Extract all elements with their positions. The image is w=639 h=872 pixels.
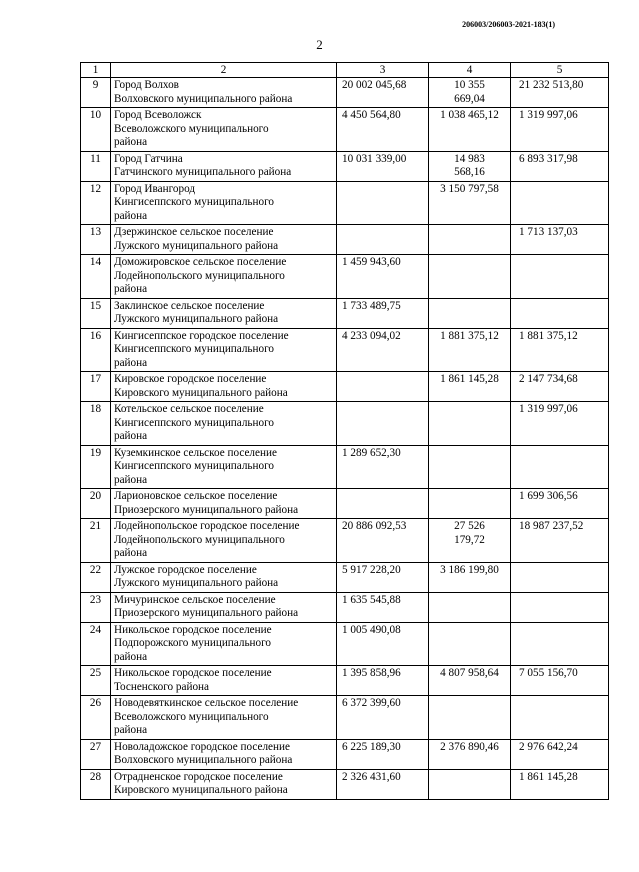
amount-col5 bbox=[511, 298, 609, 328]
municipality-name bbox=[111, 519, 337, 563]
amount-col3: 6 225 189,30 bbox=[337, 739, 429, 769]
municipality-name bbox=[111, 225, 337, 255]
amount-col3 bbox=[337, 372, 429, 402]
amount-col3: 20 002 045,68 bbox=[337, 78, 429, 108]
allocation-table bbox=[80, 62, 609, 800]
municipality-name-line: района bbox=[114, 430, 148, 442]
row-number: 15 bbox=[81, 298, 111, 328]
row-number: 25 bbox=[81, 666, 111, 696]
amount-col4 bbox=[429, 769, 511, 799]
municipality-name-line: Кингисеппское городское поселение bbox=[114, 329, 289, 342]
amount-col5: 7 055 156,70 bbox=[511, 666, 609, 696]
municipality-name-line: района bbox=[114, 547, 148, 559]
amount-col3: 1 459 943,60 bbox=[337, 255, 429, 299]
table-row bbox=[81, 739, 609, 769]
amount-col3 bbox=[337, 402, 429, 446]
municipality-name bbox=[111, 402, 337, 446]
municipality-name bbox=[111, 372, 337, 402]
row-number: 11 bbox=[81, 151, 111, 181]
table-row bbox=[81, 372, 609, 402]
table-row bbox=[81, 225, 609, 255]
municipality-name-line: Новодевяткинское сельское поселение bbox=[114, 697, 299, 709]
amount-col5: 1 713 137,03 bbox=[511, 225, 609, 255]
row-number: 22 bbox=[81, 562, 111, 592]
table-row bbox=[81, 562, 609, 592]
amount-col3: 20 886 092,53 bbox=[337, 519, 429, 563]
amount-col4 bbox=[429, 181, 511, 225]
table-row bbox=[81, 666, 609, 696]
amount-col5 bbox=[511, 696, 609, 740]
row-number: 12 bbox=[81, 181, 111, 225]
column-header: 1 bbox=[81, 63, 111, 78]
amount-col4 bbox=[429, 255, 511, 299]
table-row bbox=[81, 592, 609, 622]
municipality-name-line: Волховского муниципального района bbox=[114, 92, 293, 105]
municipality-name bbox=[111, 445, 337, 489]
row-number: 27 bbox=[81, 739, 111, 769]
municipality-name bbox=[111, 255, 337, 299]
amount-col3: 1 005 490,08 bbox=[337, 622, 429, 666]
municipality-name bbox=[111, 78, 337, 108]
amount-col4 bbox=[429, 489, 511, 519]
amount-col4-line: 568,16 bbox=[454, 166, 485, 178]
municipality-name-line: Лодейнопольского муниципального bbox=[114, 269, 285, 282]
municipality-name-line: Кингисеппского муниципального bbox=[114, 343, 275, 355]
municipality-name-line: Кингисеппского муниципального bbox=[114, 196, 275, 208]
amount-col4 bbox=[429, 592, 511, 622]
amount-col3: 1 395 858,96 bbox=[337, 666, 429, 696]
table-row bbox=[81, 78, 609, 108]
municipality-name-line: Тосненского района bbox=[114, 680, 209, 693]
amount-col4-line: 1 861 145,28 bbox=[440, 373, 499, 385]
amount-col5 bbox=[511, 181, 609, 225]
amount-col4 bbox=[429, 739, 511, 769]
row-number: 13 bbox=[81, 225, 111, 255]
municipality-name-line: Куземкинское сельское поселение bbox=[114, 446, 277, 459]
municipality-name-line: Город Всеволожск bbox=[114, 109, 202, 121]
row-number: 20 bbox=[81, 489, 111, 519]
amount-col3: 1 635 545,88 bbox=[337, 592, 429, 622]
municipality-name-line: района bbox=[114, 356, 148, 369]
amount-col4 bbox=[429, 562, 511, 592]
amount-col5: 2 147 734,68 bbox=[511, 372, 609, 402]
municipality-name bbox=[111, 562, 337, 592]
amount-col5 bbox=[511, 445, 609, 489]
table-row bbox=[81, 151, 609, 181]
municipality-name-line: Волховского муниципального района bbox=[114, 754, 293, 766]
municipality-name-line: Лодейнопольское городское поселение bbox=[114, 520, 300, 532]
table-row bbox=[81, 298, 609, 328]
amount-col3 bbox=[337, 225, 429, 255]
row-number: 19 bbox=[81, 445, 111, 489]
municipality-name-line: Кировского муниципального района bbox=[114, 784, 288, 796]
row-number: 16 bbox=[81, 328, 111, 372]
municipality-name bbox=[111, 181, 337, 225]
municipality-name-line: Лодейнопольского муниципального bbox=[114, 533, 285, 546]
amount-col5 bbox=[511, 622, 609, 666]
amount-col4 bbox=[429, 108, 511, 152]
municipality-name-line: Дзержинское сельское поселение bbox=[114, 226, 274, 238]
table-row bbox=[81, 255, 609, 299]
municipality-name-line: Отрадненское городское поселение bbox=[114, 770, 283, 783]
municipality-name-line: Гатчинского муниципального района bbox=[114, 166, 292, 178]
document-id: 206003/206003-2021-183(1) bbox=[462, 20, 555, 29]
amount-col3: 6 372 399,60 bbox=[337, 696, 429, 740]
municipality-name-line: Заклинское сельское поселение bbox=[114, 299, 265, 312]
municipality-name bbox=[111, 769, 337, 799]
amount-col4-line: 10 355 bbox=[454, 79, 485, 91]
municipality-name-line: района bbox=[114, 283, 148, 295]
amount-col5: 2 976 642,24 bbox=[511, 739, 609, 769]
amount-col5 bbox=[511, 562, 609, 592]
amount-col4 bbox=[429, 78, 511, 108]
amount-col5: 18 987 237,52 bbox=[511, 519, 609, 563]
table-row bbox=[81, 445, 609, 489]
municipality-name-line: Приозерского муниципального района bbox=[114, 503, 299, 516]
amount-col3: 10 031 339,00 bbox=[337, 151, 429, 181]
municipality-name-line: Лужское городское поселение bbox=[114, 563, 257, 576]
amount-col4 bbox=[429, 298, 511, 328]
municipality-name-line: Всеволожского муниципального bbox=[114, 122, 269, 135]
column-header: 3 bbox=[337, 63, 429, 78]
row-number: 9 bbox=[81, 78, 111, 108]
municipality-name-line: района bbox=[114, 650, 148, 663]
municipality-name-line: района bbox=[114, 209, 148, 222]
municipality-name-line: Никольское городское поселение bbox=[114, 667, 272, 679]
municipality-name bbox=[111, 666, 337, 696]
table-row bbox=[81, 328, 609, 372]
municipality-name-line: Приозерского муниципального района bbox=[114, 607, 299, 619]
municipality-name-line: Кировское городское поселение bbox=[114, 373, 267, 385]
row-number: 28 bbox=[81, 769, 111, 799]
municipality-name-line: Лужского муниципального района bbox=[114, 313, 279, 325]
amount-col4 bbox=[429, 519, 511, 563]
page-number: 2 bbox=[316, 37, 323, 52]
amount-col4-line: 2 376 890,46 bbox=[440, 740, 499, 753]
amount-col3: 4 233 094,02 bbox=[337, 328, 429, 372]
amount-col4 bbox=[429, 622, 511, 666]
municipality-name-line: Ларионовское сельское поселение bbox=[114, 490, 278, 502]
municipality-name bbox=[111, 489, 337, 519]
municipality-name-line: Кингисеппского муниципального bbox=[114, 416, 275, 429]
amount-col4 bbox=[429, 666, 511, 696]
municipality-name-line: Доможировское сельское поселение bbox=[114, 256, 287, 268]
municipality-name bbox=[111, 622, 337, 666]
amount-col4 bbox=[429, 328, 511, 372]
municipality-name-line: Лужского муниципального района bbox=[114, 239, 279, 252]
amount-col4 bbox=[429, 696, 511, 740]
amount-col4 bbox=[429, 225, 511, 255]
amount-col5: 1 881 375,12 bbox=[511, 328, 609, 372]
table-row bbox=[81, 696, 609, 740]
municipality-name-line: района bbox=[114, 136, 148, 148]
municipality-name-line: Мичуринское сельское поселение bbox=[114, 593, 276, 606]
row-number: 26 bbox=[81, 696, 111, 740]
table-row bbox=[81, 108, 609, 152]
municipality-name-line: Кировского муниципального района bbox=[114, 386, 288, 399]
amount-col5 bbox=[511, 592, 609, 622]
municipality-name-line: Город Гатчина bbox=[114, 152, 183, 165]
table-row bbox=[81, 769, 609, 799]
amount-col4-line: 179,72 bbox=[454, 533, 485, 546]
amount-col5: 1 319 997,06 bbox=[511, 108, 609, 152]
municipality-name-line: Подпорожского муниципального bbox=[114, 637, 272, 649]
municipality-name bbox=[111, 298, 337, 328]
municipality-name bbox=[111, 328, 337, 372]
amount-col5: 1 319 997,06 bbox=[511, 402, 609, 446]
amount-col5 bbox=[511, 255, 609, 299]
municipality-name bbox=[111, 108, 337, 152]
row-number: 18 bbox=[81, 402, 111, 446]
table-header-row bbox=[81, 63, 609, 78]
amount-col5: 1 861 145,28 bbox=[511, 769, 609, 799]
amount-col4-line: 4 807 958,64 bbox=[440, 667, 499, 679]
municipality-name-line: Всеволожского муниципального bbox=[114, 710, 269, 723]
table-row bbox=[81, 489, 609, 519]
amount-col4-line: 669,04 bbox=[454, 92, 485, 105]
column-header: 2 bbox=[111, 63, 337, 78]
amount-col5: 21 232 513,80 bbox=[511, 78, 609, 108]
amount-col4 bbox=[429, 445, 511, 489]
table-row bbox=[81, 519, 609, 563]
municipality-name-line: Город Ивангород bbox=[114, 182, 196, 195]
municipality-name-line: Новоладожское городское поселение bbox=[114, 740, 290, 753]
amount-col4-line: 1 038 465,12 bbox=[440, 109, 499, 121]
amount-col4 bbox=[429, 151, 511, 181]
municipality-name bbox=[111, 739, 337, 769]
amount-col3: 5 917 228,20 bbox=[337, 562, 429, 592]
table-body bbox=[81, 78, 609, 800]
amount-col5: 1 699 306,56 bbox=[511, 489, 609, 519]
table-row bbox=[81, 622, 609, 666]
row-number: 24 bbox=[81, 622, 111, 666]
amount-col3: 2 326 431,60 bbox=[337, 769, 429, 799]
amount-col5: 6 893 317,98 bbox=[511, 151, 609, 181]
column-header: 4 bbox=[429, 63, 511, 78]
row-number: 14 bbox=[81, 255, 111, 299]
amount-col3: 1 289 652,30 bbox=[337, 445, 429, 489]
municipality-name-line: района bbox=[114, 724, 148, 736]
row-number: 10 bbox=[81, 108, 111, 152]
table-row bbox=[81, 402, 609, 446]
amount-col4-line: 3 186 199,80 bbox=[440, 563, 499, 576]
amount-col3: 4 450 564,80 bbox=[337, 108, 429, 152]
amount-col3 bbox=[337, 489, 429, 519]
municipality-name-line: Лужского муниципального района bbox=[114, 577, 279, 589]
municipality-name-line: Никольское городское поселение bbox=[114, 623, 272, 636]
municipality-name-line: Город Волхов bbox=[114, 79, 179, 91]
amount-col4-line: 1 881 375,12 bbox=[440, 329, 499, 342]
amount-col3: 1 733 489,75 bbox=[337, 298, 429, 328]
amount-col4-line: 27 526 bbox=[454, 520, 485, 532]
municipality-name-line: Кингисеппского муниципального bbox=[114, 460, 275, 472]
municipality-name bbox=[111, 592, 337, 622]
amount-col3 bbox=[337, 181, 429, 225]
row-number: 17 bbox=[81, 372, 111, 402]
municipality-name-line: Котельское сельское поселение bbox=[114, 403, 264, 415]
row-number: 23 bbox=[81, 592, 111, 622]
amount-col4-line: 3 150 797,58 bbox=[440, 182, 499, 195]
municipality-name bbox=[111, 696, 337, 740]
amount-col4 bbox=[429, 372, 511, 402]
table-row bbox=[81, 181, 609, 225]
column-header: 5 bbox=[511, 63, 609, 78]
municipality-name-line: района bbox=[114, 473, 148, 486]
amount-col4-line: 14 983 bbox=[454, 152, 485, 165]
municipality-name bbox=[111, 151, 337, 181]
amount-col4 bbox=[429, 402, 511, 446]
row-number: 21 bbox=[81, 519, 111, 563]
